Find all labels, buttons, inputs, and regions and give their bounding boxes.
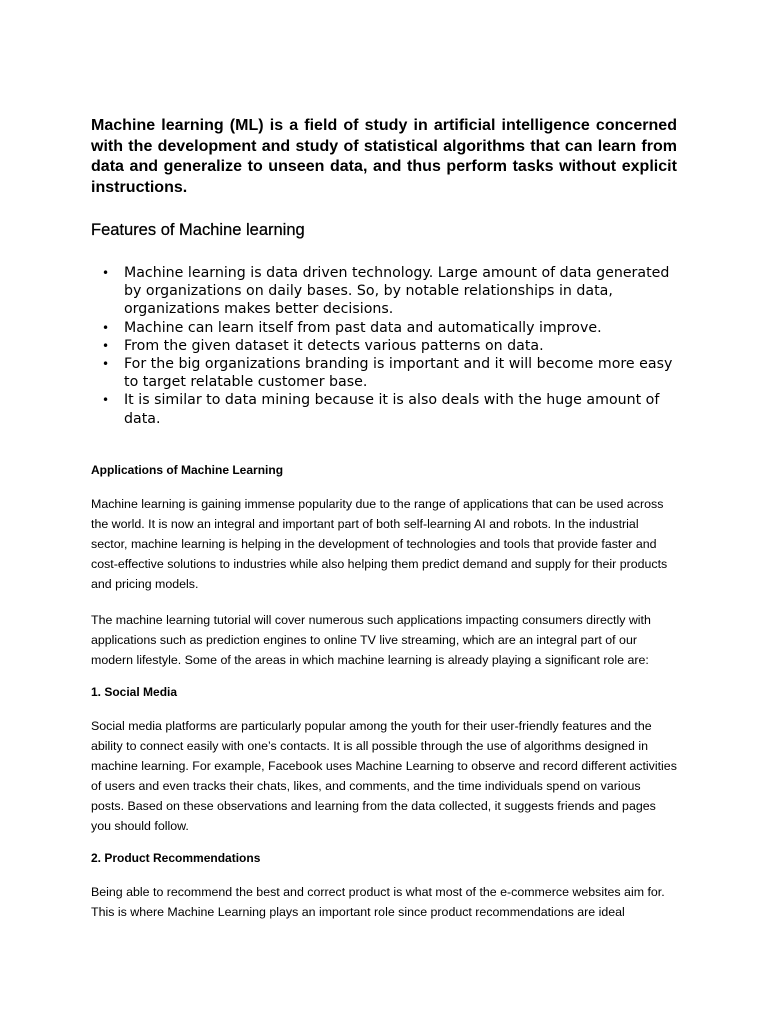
applications-paragraph-2: The machine learning tutorial will cover numerous such applications impacting consumers directly with applications such as prediction engines to online TV live streaming, which are an integral part of our modern lifestyle. Some of the areas in which machine learning is already playing a significant role are:: [91, 612, 651, 667]
features-list: [91, 264, 677, 428]
bullet-icon: •: [102, 320, 110, 335]
list-item: [102, 319, 677, 337]
list-item-text: It is similar to data mining because it is also deals with the huge amount of data.: [124, 392, 660, 427]
social-media-heading: 1. Social Media: [91, 684, 178, 699]
bullet-icon: •: [102, 338, 110, 353]
bullet-icon: •: [102, 393, 110, 408]
list-item: [102, 391, 677, 427]
applications-paragraph-1: Machine learning is gaining immense popularity due to the range of applications that can be used across the world. It is now an integral and important part of both self-learning AI and robots. In the industrial sector, machine learning is helping in the development of technologies and tools that provide faster and cost-effective solutions to industries while also helping them predict demand and supply for their products and pricing models.: [91, 496, 668, 591]
list-item-text: From the given dataset it detects various patterns on data.: [124, 337, 544, 354]
product-recommendations-heading: 2. Product Recommendations: [91, 850, 261, 865]
features-heading: Features of Machine learning: [91, 221, 305, 239]
list-item: [102, 264, 677, 319]
bullet-icon: •: [102, 357, 110, 372]
list-item-text: Machine can learn itself from past data and automatically improve.: [124, 319, 602, 336]
applications-heading: Applications of Machine Learning: [91, 462, 284, 477]
bullet-icon: •: [102, 266, 110, 280]
intro-paragraph: Machine learning (ML) is a field of study in artificial intelligence concerned with the development and study of statistical algorithms that can learn from data and generalize to unseen data, and thus perform tasks without explicit instructions.: [91, 117, 677, 196]
social-media-paragraph: Social media platforms are particularly popular among the youth for their user-friendly features and the ability to connect easily with one’s contacts. It is all possible through the use of algorithms designed in machine learning. For example, Facebook uses Machine Learning to observe and record different activities of users and even tracks their chats, likes, and comments, and the time individuals spend on various posts. Based on these observations and learning from the data collected, it suggests friends and pages you should follow.: [91, 718, 677, 833]
list-item-text: For the big organizations branding is important and it will become more easy to target relatable customer base.: [124, 356, 673, 391]
list-item-text: Machine learning is data driven technology. Large amount of data generated by organizations on daily bases. So, by notable relationships in data, organizations makes better decisions.: [124, 265, 670, 318]
product-recommendations-paragraph: Being able to recommend the best and correct product is what most of the e-commerce websites aim for. This is where Machine Learning plays an important role since product recommendations are ideal: [91, 884, 665, 919]
list-item: [102, 337, 677, 355]
document-page: [91, 116, 677, 922]
list-item: [102, 355, 677, 391]
